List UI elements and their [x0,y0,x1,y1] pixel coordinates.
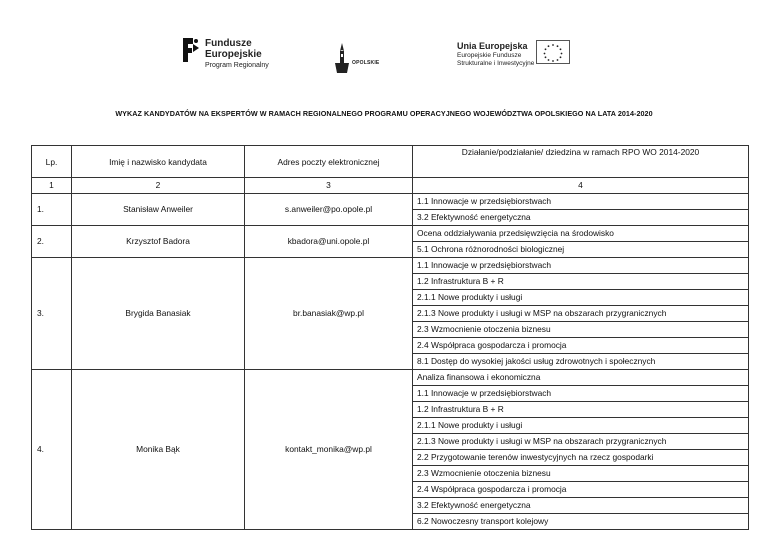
ue-line1: Europejskie Fundusze [457,52,522,59]
fe-logo-text [205,38,269,71]
candidate-email[interactable]: br.banasiak@wp.pl [245,258,413,370]
candidate-area: 3.2 Efektywność energetyczna [413,210,749,226]
header-name: Imię i nazwisko kandydata [72,146,245,178]
column-number: 4 [413,178,749,194]
candidate-name: Stanisław Anweiler [72,194,245,226]
candidate-area: 2.4 Współpraca gospodarcza i promocja [413,338,749,354]
candidate-area: 8.1 Dostęp do wysokiej jakości usług zdrowotnych i społecznych [413,354,749,370]
fe-line3: Program Regionalny [205,62,269,69]
candidate-area: 2.1.3 Nowe produkty i usługi w MSP na obszarach przygranicznych [413,306,749,322]
document-title: WYKAZ KANDYDATÓW NA EKSPERTÓW W RAMACH REGIONALNEGO PROGRAMU OPERACYJNEGO WOJEWÓDZTWA OPOLSKIEGO NA LATA 2014-2020 [115,109,653,118]
table-row [32,194,749,210]
table-number-row [32,178,749,194]
header-email: Adres poczty elektronicznej [245,146,413,178]
eu-flag-icon [536,40,570,64]
candidate-area: 1.2 Infrastruktura B + R [413,402,749,418]
table-row [32,258,749,274]
table-row [32,370,749,386]
header-lp: Lp. [32,146,72,178]
candidate-name: Brygida Banasiak [72,258,245,370]
candidate-lp: 3. [32,258,72,370]
candidate-area: 3.2 Efektywność energetyczna [413,498,749,514]
candidate-lp: 2. [32,226,72,258]
opolskie-crest-icon [333,42,351,74]
candidate-email[interactable]: kontakt_monika@wp.pl [245,370,413,530]
candidate-name: Monika Bąk [72,370,245,530]
table-row [32,226,749,242]
column-number: 3 [245,178,413,194]
candidate-area: 2.1.1 Nowe produkty i usługi [413,290,749,306]
fe-line2: Europejskie [205,49,262,60]
table-header-row [32,146,749,178]
candidate-name: Krzysztof Badora [72,226,245,258]
candidate-lp: 4. [32,370,72,530]
candidate-area: 6.2 Nowoczesny transport kolejowy [413,514,749,530]
candidate-email[interactable]: kbadora@uni.opole.pl [245,226,413,258]
candidate-area: 5.1 Ochrona różnorodności biologicznej [413,242,749,258]
candidate-area: 2.1.1 Nowe produkty i usługi [413,418,749,434]
candidates-table [31,145,749,530]
candidate-area: 1.2 Infrastruktura B + R [413,274,749,290]
candidate-area: 2.4 Współpraca gospodarcza i promocja [413,482,749,498]
candidate-area: 1.1 Innowacje w przedsiębiorstwach [413,194,749,210]
candidate-area: 2.3 Wzmocnienie otoczenia biznesu [413,322,749,338]
opolskie-label: OPOLSKIE [352,60,380,66]
candidate-area: 1.1 Innowacje w przedsiębiorstwach [413,258,749,274]
logo-bar [0,30,768,76]
ue-line2: Strukturalne i Inwestycyjne [457,60,535,67]
candidate-area: Analiza finansowa i ekonomiczna [413,370,749,386]
fundusze-europejskie-logo-icon [181,36,201,64]
candidate-area: 1.1 Innowacje w przedsiębiorstwach [413,386,749,402]
candidate-area: 2.2 Przygotowanie terenów inwestycyjnych na rzecz gospodarki [413,450,749,466]
candidate-lp: 1. [32,194,72,226]
column-number: 2 [72,178,245,194]
candidate-area: 2.3 Wzmocnienie otoczenia biznesu [413,466,749,482]
candidate-area: Ocena oddziaływania przedsięwzięcia na środowisko [413,226,749,242]
fe-line1: Fundusze [205,38,252,49]
column-number: 1 [32,178,72,194]
candidate-email[interactable]: s.anweiler@po.opole.pl [245,194,413,226]
ue-logo-text [457,40,534,68]
header-area: Działanie/podziałanie/ dziedzina w ramach RPO WO 2014-2020 [413,146,749,178]
candidate-area: 2.1.3 Nowe produkty i usługi w MSP na obszarach przygranicznych [413,434,749,450]
ue-title: Unia Europejska [457,41,528,51]
